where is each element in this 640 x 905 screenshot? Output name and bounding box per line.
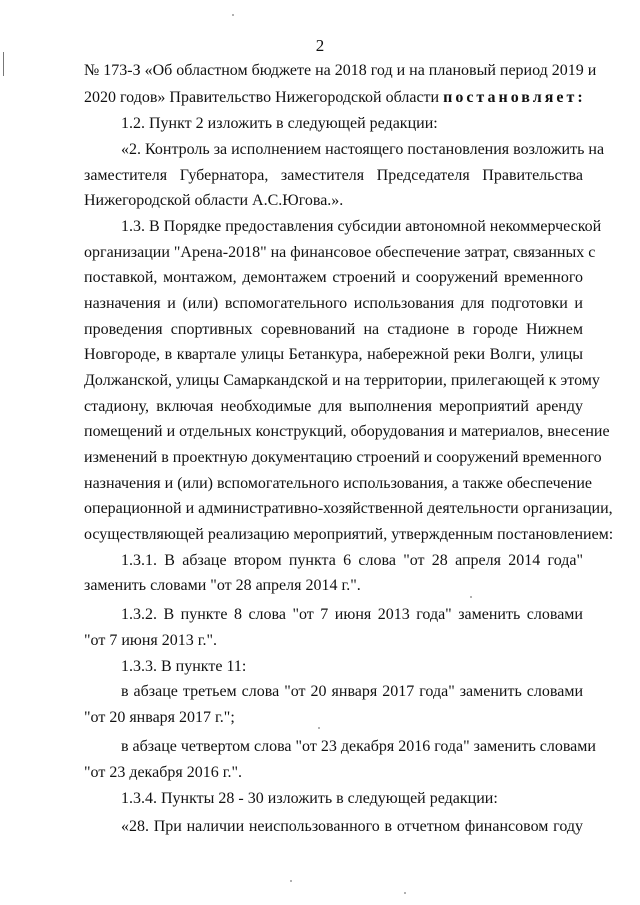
- text-line: Новгороде, в квартале улицы Бетанкура, набережной реки Волги, улицы: [84, 346, 583, 363]
- page-number: 2: [315, 36, 325, 55]
- text-line: заменить словами "от 28 апреля 2014 г.".: [84, 577, 361, 594]
- text-line: 1.2. Пункт 2 изложить в следующей редакции:: [121, 115, 438, 132]
- scan-speck: [404, 892, 406, 894]
- text-line: Должанской, улицы Самаркандской и на территории, прилегающей к этому: [84, 372, 600, 389]
- text-line: [84, 88, 586, 108]
- text-line: "от 7 июня 2013 г.".: [84, 632, 218, 649]
- text-line: "от 23 декабря 2016 г.".: [84, 764, 242, 781]
- text-line: назначения и (или) вспомогательного использования для подготовки и: [84, 295, 583, 312]
- text-line: поставкой, монтажом, демонтажем строений и сооружений временного: [84, 269, 583, 286]
- text-line: заместителя Губернатора, заместителя Председателя Правительства: [84, 167, 583, 184]
- text-line: 1.3. В Порядке предоставления субсидии автономной некоммерческой: [121, 218, 602, 235]
- text-line: в абзаце четвертом слова "от 23 декабря 2016 года" заменить словами: [121, 738, 596, 755]
- text-line: операционной и административно-хозяйственной деятельности организации,: [84, 500, 613, 517]
- text-line: в абзаце третьем слова "от 20 января 2017 года" заменить словами: [121, 683, 583, 700]
- text-line: проведения спортивных соревнований на стадионе в городе Нижнем: [84, 321, 583, 338]
- scan-speck: [318, 727, 320, 729]
- text-line: "от 20 января 2017 г.";: [84, 709, 235, 726]
- text-line: осуществляющей реализацию мероприятий, утвержденным постановлением:: [84, 526, 614, 543]
- keyword-postanovlyaet: постановляет:: [443, 89, 586, 106]
- text-line: изменений в проектную документацию строений и сооружений временного: [84, 449, 602, 466]
- text-line: назначения и (или) вспомогательного использования, а также обеспечение: [84, 475, 592, 492]
- text-line: Нижегородской области А.С.Югова.».: [84, 192, 344, 209]
- text-line: 1.3.2. В пункте 8 слова "от 7 июня 2013 года" заменить словами: [121, 606, 583, 623]
- scan-speck: [232, 14, 234, 16]
- text-line: помещений и отдельных конструкций, оборудования и материалов, внесение: [84, 423, 610, 440]
- scan-speck: [290, 880, 292, 882]
- text-line: 1.3.1. В абзаце втором пункта 6 слова "от 28 апреля 2014 года": [121, 552, 583, 569]
- text-line: 1.3.4. Пункты 28 - 30 изложить в следующей редакции:: [121, 790, 498, 807]
- text-line: «2. Контроль за исполнением настоящего постановления возложить на: [121, 141, 605, 158]
- text-line: стадиону, включая необходимые для выполнения мероприятий аренду: [84, 398, 583, 415]
- text-line: организации "Арена-2018" на финансовое обеспечение затрат, связанных с: [84, 244, 596, 261]
- text-fragment: 2020 годов» Правительство Нижегородской области: [84, 89, 440, 106]
- text-line: 1.3.3. В пункте 11:: [121, 658, 247, 675]
- scan-speck: [470, 596, 472, 598]
- text-line: «28. При наличии неиспользованного в отчетном финансовом году: [121, 818, 583, 835]
- text-line: № 173-З «Об областном бюджете на 2018 год и на плановый период 2019 и: [84, 62, 597, 79]
